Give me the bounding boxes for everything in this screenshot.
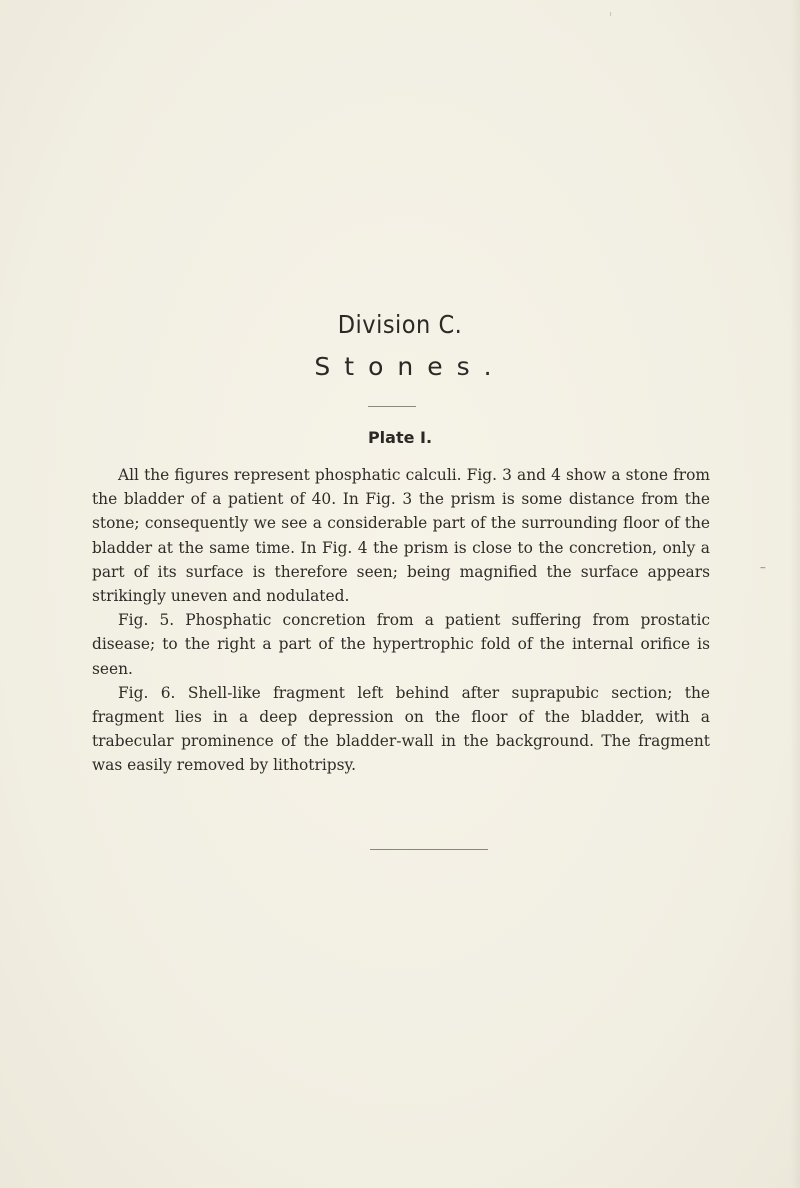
paper-speck: [610, 12, 611, 16]
plate-description: [92, 463, 710, 778]
page-edge-shadow: [790, 0, 800, 1188]
margin-mark: ‒: [760, 563, 766, 573]
paragraph: Fig. 6. Shell-like fragment left behind after suprapubic section; the fragment lies in a deep depression on the floor of the bladder, with a trabecular prominence of the bladder-wall in the background. The fragment was easily removed by lithotripsy.: [92, 683, 710, 775]
paragraph: Fig. 5. Phosphatic concretion from a patient suffering from prostatic disease; to the right a part of the hypertrophic fold of the internal orifice is seen.: [92, 611, 710, 678]
section-heading: Stones.: [314, 352, 506, 381]
plate-title: Plate I.: [367, 428, 433, 447]
paragraph: All the figures represent phosphatic calculi. Fig. 3 and 4 show a stone from the bladder of a patient of 40. In Fig. 3 the prism is some distance from the stone; consequently we see a considerable part of the surrounding floor of the bladder at the same time. In Fig. 4 the prism is close to the concretion, only a part of its surface is therefore seen; being magnified the surface appears strikingly uneven and nodulated.: [92, 466, 710, 606]
division-heading: Division C.: [337, 310, 463, 339]
end-divider: [370, 849, 488, 850]
short-divider: [368, 406, 416, 407]
